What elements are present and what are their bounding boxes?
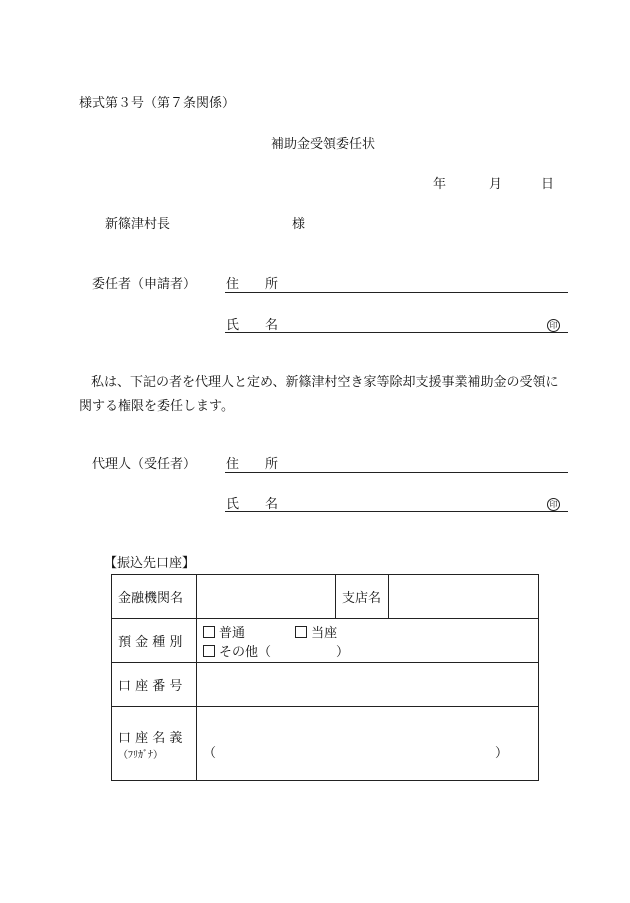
account-type-row <box>112 619 539 663</box>
account-type-other-option[interactable] <box>203 641 349 660</box>
delegator-address-line[interactable] <box>225 292 568 293</box>
account-holder-label: 口 座 名 義 <box>118 730 183 746</box>
agent-seal-mark: 印 <box>547 498 560 511</box>
account-type-label: 預 金 種 別 <box>112 619 197 663</box>
institution-input[interactable] <box>197 575 336 619</box>
agent-name-label: 氏 名 <box>226 497 279 512</box>
holder-paren-open: （ <box>203 746 217 761</box>
checkbox-icon[interactable] <box>203 626 215 638</box>
institution-label: 金融機関名 <box>112 575 197 619</box>
account-holder-kana-label: （ﾌﾘｶﾞﾅ） <box>118 749 163 761</box>
delegator-name-label: 氏 名 <box>226 318 279 333</box>
agent-label: 代理人（受任者） <box>92 457 197 472</box>
body-text-line-1: 私は、下記の者を代理人と定め、新篠津村空き家等除却支援事業補助金の受領に <box>91 375 559 390</box>
addressee-honorific: 様 <box>292 217 306 232</box>
date-day-label: 日 <box>541 177 555 192</box>
account-type-options <box>197 619 539 663</box>
checkbox-icon[interactable] <box>203 645 215 657</box>
delegator-address-label: 住 所 <box>226 277 279 292</box>
account-number-input[interactable] <box>197 663 539 707</box>
account-number-row <box>112 663 539 707</box>
addressee-name: 新篠津村長 <box>105 217 171 232</box>
account-number-label: 口 座 番 号 <box>112 663 197 707</box>
current-label: 当座 <box>311 625 338 641</box>
delegator-label: 委任者（申請者） <box>92 277 197 292</box>
ordinary-label: 普通 <box>219 625 246 641</box>
date-month-label: 月 <box>489 177 503 192</box>
branch-label: 支店名 <box>336 575 389 619</box>
holder-paren-close: ） <box>494 746 508 761</box>
agent-name-line[interactable] <box>225 511 568 512</box>
delegator-seal-mark: 印 <box>547 319 560 332</box>
delegator-name-line[interactable] <box>225 332 568 333</box>
account-table <box>111 574 539 781</box>
institution-row <box>112 575 539 619</box>
account-holder-row <box>112 707 539 781</box>
body-text-line-2: 関する権限を委任します。 <box>79 399 234 414</box>
form-number: 様式第３号（第７条関係） <box>79 96 236 111</box>
other-label: その他（ ） <box>219 644 350 660</box>
account-section-title: 【振込先口座】 <box>104 556 196 571</box>
account-type-current-option[interactable] <box>295 622 383 641</box>
date-year-label: 年 <box>433 177 447 192</box>
account-holder-label-cell <box>112 707 197 781</box>
agent-address-line[interactable] <box>225 472 568 473</box>
agent-address-label: 住 所 <box>226 457 279 472</box>
branch-input[interactable] <box>389 575 539 619</box>
document-title: 補助金受領委任状 <box>271 137 376 152</box>
account-type-ordinary-option[interactable] <box>203 622 291 641</box>
account-holder-input[interactable] <box>197 707 539 781</box>
checkbox-icon[interactable] <box>295 626 307 638</box>
